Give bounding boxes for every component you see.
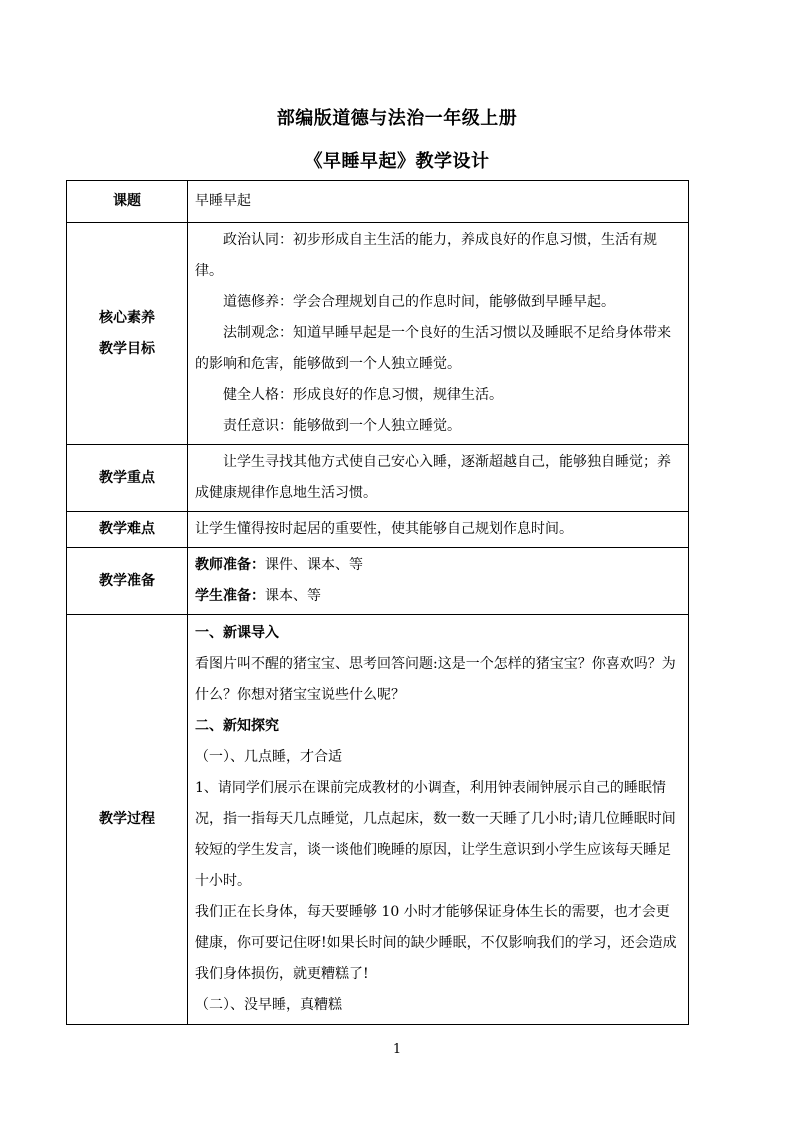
section2-heading: 二、新知探究 xyxy=(195,718,279,734)
table-row xyxy=(67,615,689,1025)
table-row xyxy=(67,512,689,548)
goal-item: 道德修养：学会合理规划自己的作息时间，能够做到早睡早起。 xyxy=(223,294,615,310)
teacher-preparation xyxy=(195,550,681,581)
table-row xyxy=(67,181,689,223)
student-preparation-text: 课本、等 xyxy=(265,588,321,604)
process-paragraph-2: 我们正在长身体，每天要睡够 10 小时才能够保证身体生长的需要，也才会更健康，你可要记住呀!如果长时间的缺少睡眠，不仅影响我们的学习，还会造成我们身体损伤，就更糟糕了! xyxy=(195,904,677,982)
goals-label xyxy=(67,223,188,445)
teacher-preparation-text: 课件、课本、等 xyxy=(265,557,363,573)
sub1-heading: （一）、几点睡，才合适 xyxy=(195,749,342,765)
goals-label-line1: 核心素养 xyxy=(99,309,155,326)
goals-content xyxy=(188,223,689,445)
document-title: 部编版道德与法治一年级上册 xyxy=(276,108,518,129)
page-number: 1 xyxy=(392,1042,402,1057)
topic-label: 课题 xyxy=(67,181,188,223)
preparation-content xyxy=(188,548,689,615)
preparation-label: 教学准备 xyxy=(67,548,188,615)
table-row xyxy=(67,445,689,512)
student-preparation xyxy=(195,581,681,612)
goal-item: 政治认同：初步形成自主生活的能力，养成良好的作息习惯，生活有规律。 xyxy=(195,232,657,279)
student-preparation-label: 学生准备： xyxy=(195,588,265,604)
key-points-content xyxy=(188,445,689,512)
section1-heading: 一、新课导入 xyxy=(195,625,279,641)
process-content xyxy=(188,615,689,1025)
goal-item: 健全人格：形成良好的作息习惯，规律生活。 xyxy=(223,387,503,403)
key-points-label: 教学重点 xyxy=(67,445,188,512)
key-points-text: 让学生寻找其他方式使自己安心入睡，逐渐超越自己，能够独自睡觉；养成健康规律作息地生活习惯。 xyxy=(195,454,671,501)
document-subtitle: 《早睡早起》教学设计 xyxy=(304,151,490,172)
difficulties-text: 让学生懂得按时起居的重要性，使其能够自己规划作息时间。 xyxy=(188,512,689,548)
section1-text: 看图片叫不醒的猪宝宝、思考回答问题:这是一个怎样的猪宝宝？你喜欢吗？为什么？你想对猪宝宝说些什么呢？ xyxy=(195,656,676,703)
table-row xyxy=(67,223,689,445)
difficulties-label: 教学难点 xyxy=(67,512,188,548)
table-row xyxy=(67,548,689,615)
goals-label-line2: 教学目标 xyxy=(99,340,155,357)
sub2-heading: （二）、没早睡，真糟糕 xyxy=(195,997,342,1013)
teacher-preparation-label: 教师准备： xyxy=(195,557,265,573)
lesson-plan-table xyxy=(66,180,689,1025)
process-paragraph-1: 1、请同学们展示在课前完成教材的小调查，利用钟表闹钟展示自己的睡眠情况，指一指每天几点睡觉，几点起床，数一数一天睡了几小时;请几位睡眠时间较短的学生发言，谈一谈他们晚睡的原因，让学生意识到小学生应该每天睡足十小时。 xyxy=(195,780,676,889)
process-label: 教学过程 xyxy=(67,615,188,1025)
goal-item: 法制观念：知道早睡早起是一个良好的生活习惯以及睡眠不足给身体带来的影响和危害，能够做到一个人独立睡觉。 xyxy=(195,325,671,372)
topic-value: 早睡早起 xyxy=(188,181,689,223)
goal-item: 责任意识：能够做到一个人独立睡觉。 xyxy=(223,418,461,434)
